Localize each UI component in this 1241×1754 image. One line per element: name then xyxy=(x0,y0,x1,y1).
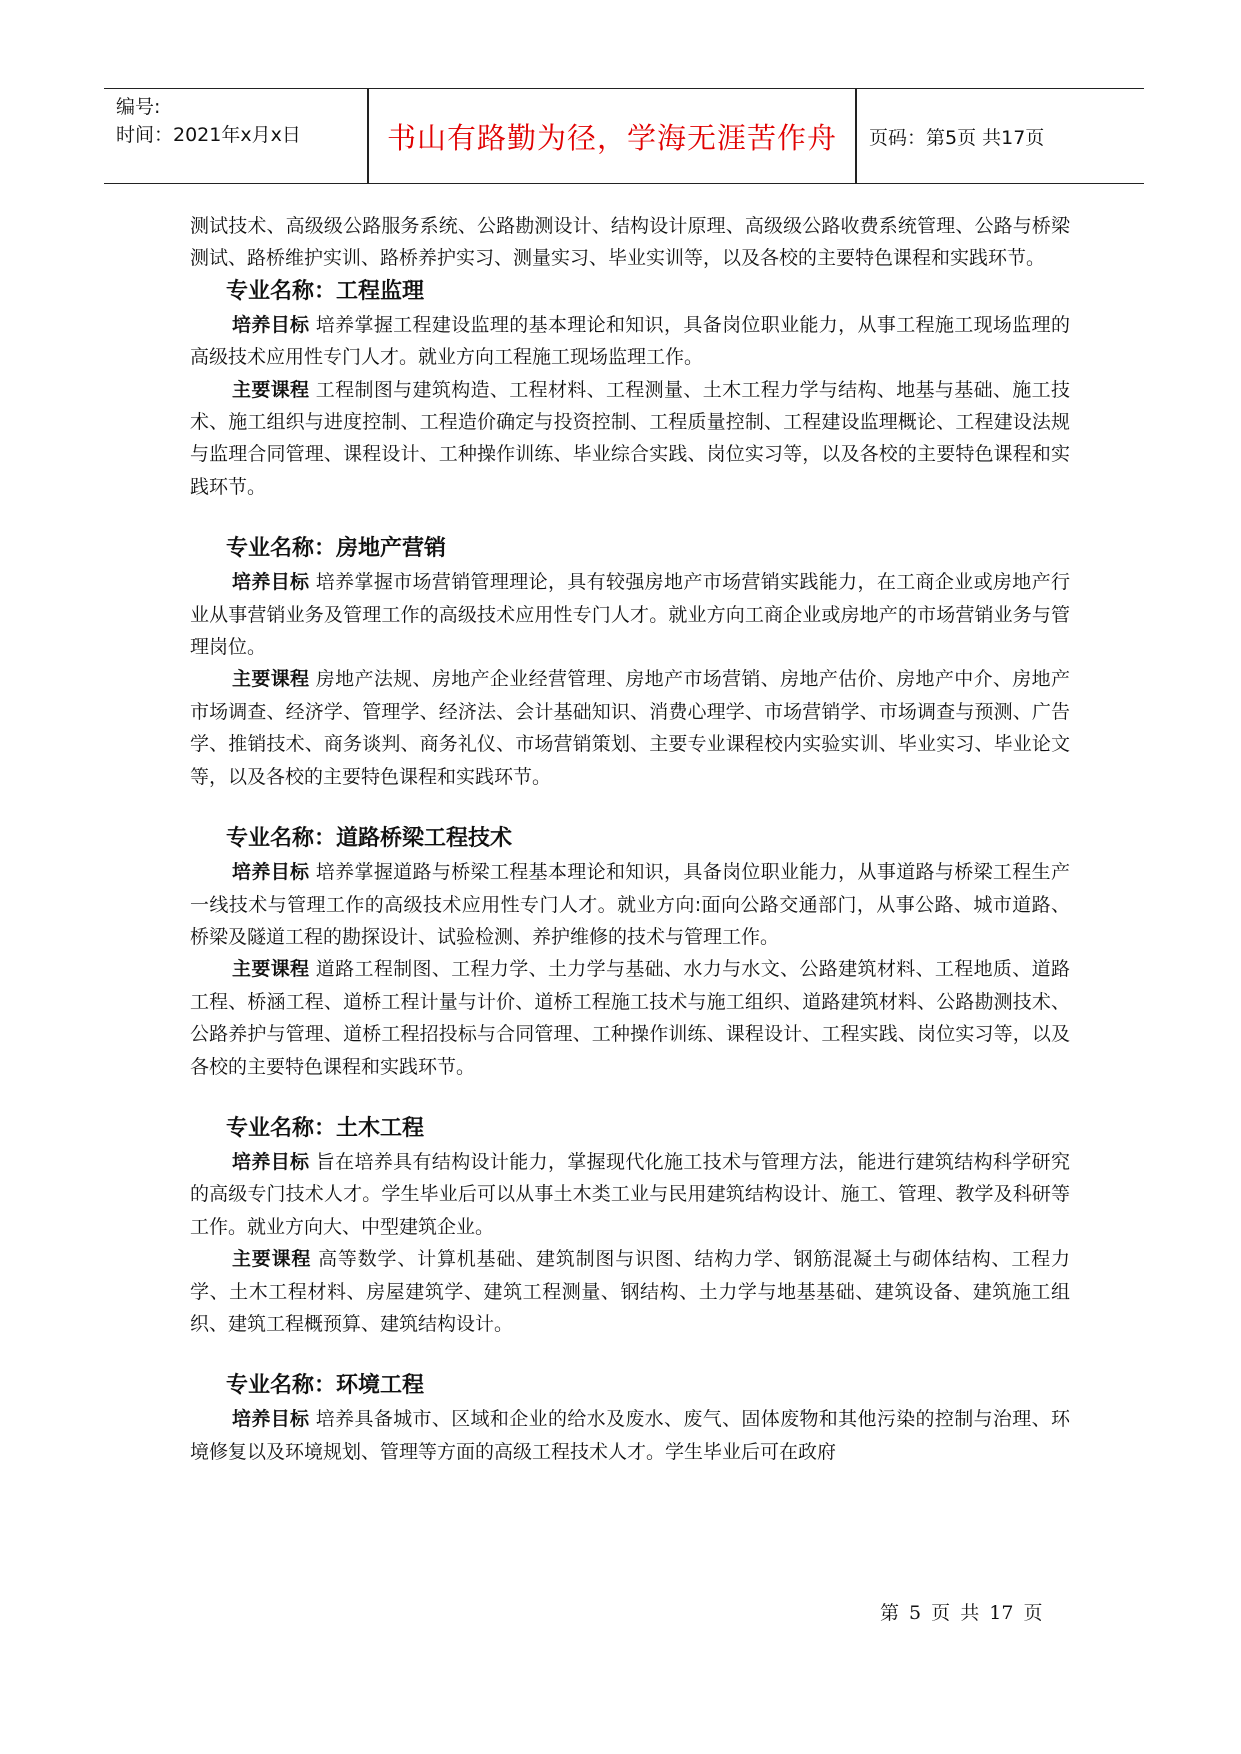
courses-paragraph xyxy=(190,1243,1070,1340)
major-name: 环境工程 xyxy=(336,1373,425,1399)
header-divider-right xyxy=(855,89,857,183)
goal-text: 旨在培养具有结构设计能力，掌握现代化施工技术与管理方法，能进行建筑结构科学研究的高级专门技术人才。学生毕业后可以从事土木类工业与民用建筑结构设计、施工、管理、教学及科研等工作。就业方向大、中型建筑企业。 xyxy=(190,1150,1070,1238)
major-title xyxy=(190,275,1070,309)
major-section xyxy=(190,822,1070,1083)
courses-text: 工程制图与建筑构造、工程材料、工程测量、土木工程力学与结构、地基与基础、施工技术、施工组织与进度控制、工程造价确定与投资控制、工程质量控制、工程建设监理概论、工程建设法规与监理合同管理、课程设计、工种操作训练、毕业综合实践、岗位实习等，以及各校的主要特色课程和实践环节。 xyxy=(190,378,1070,498)
courses-paragraph xyxy=(190,953,1070,1083)
time-label: 时间：2021年x月x日 xyxy=(116,124,301,146)
major-prefix: 专业名称： xyxy=(226,536,337,562)
intro-paragraph: 测试技术、高级级公路服务系统、公路勘测设计、结构设计原理、高级级公路收费系统管理、公路与桥梁测试、路桥维护实训、路桥养护实习、测量实习、毕业实训等，以及各校的主要特色课程和实践环节。 xyxy=(190,215,1070,270)
number-label: 编号: xyxy=(116,96,161,118)
goal-label: 培养目标 xyxy=(232,313,310,336)
major-prefix: 专业名称： xyxy=(226,1373,337,1399)
goal-paragraph xyxy=(190,1403,1070,1468)
courses-text: 道路工程制图、工程力学、土力学与基础、水力与水文、公路建筑材料、工程地质、道路工程、桥涵工程、道桥工程计量与计价、道桥工程施工技术与施工组织、道路建筑材料、公路勘测技术、公路养护与管理、道桥工程招投标与合同管理、工种操作训练、课程设计、工程实践、岗位实习等，以及各校的主要特色课程和实践环节。 xyxy=(190,958,1070,1078)
header-meta xyxy=(116,93,301,149)
courses-paragraph xyxy=(190,374,1070,504)
goal-label: 培养目标 xyxy=(232,1408,310,1431)
header-page-label: 页码：第5页 共17页 xyxy=(869,126,1045,149)
goal-paragraph xyxy=(190,856,1070,953)
major-prefix: 专业名称： xyxy=(226,1115,337,1141)
goal-text: 培养掌握工程建设监理的基本理论和知识，具备岗位职业能力，从事工程施工现场监理的高级技术应用性专门人才。就业方向工程施工现场监理工作。 xyxy=(190,313,1070,369)
major-title xyxy=(190,1369,1070,1403)
goal-label: 培养目标 xyxy=(232,861,310,884)
major-section xyxy=(190,275,1070,503)
courses-text: 房地产法规、房地产企业经营管理、房地产市场营销、房地产估价、房地产中介、房地产市场调查、经济学、管理学、经济法、会计基础知识、消费心理学、市场营销学、市场调查与预测、广告学、推销技术、商务谈判、商务礼仪、市场营销策划、主要专业课程校内实验实训、毕业实习、毕业论文等，以及各校的主要特色课程和实践环节。 xyxy=(190,668,1070,788)
major-section xyxy=(190,1369,1070,1468)
courses-label: 主要课程 xyxy=(232,958,310,981)
page-header xyxy=(104,88,1144,184)
courses-text: 高等数学、计算机基础、建筑制图与识图、结构力学、钢筋混凝土与砌体结构、工程力学、土木工程材料、房屋建筑学、建筑工程测量、钢结构、土力学与地基基础、建筑设备、建筑施工组织、建筑工程概预算、建筑结构设计。 xyxy=(190,1248,1070,1335)
goal-label: 培养目标 xyxy=(232,1150,310,1173)
major-name: 道路桥梁工程技术 xyxy=(336,826,513,852)
goal-text: 培养掌握市场营销管理理论，具有较强房地产市场营销实践能力，在工商企业或房地产行业从事营销业务及管理工作的高级技术应用性专门人才。就业方向工商企业或房地产的市场营销业务与管理岗位。 xyxy=(190,571,1070,659)
document-body xyxy=(190,210,1070,1497)
courses-label: 主要课程 xyxy=(232,378,310,401)
major-title xyxy=(190,822,1070,856)
goal-paragraph xyxy=(190,1146,1070,1243)
major-section xyxy=(190,532,1070,793)
major-name: 土木工程 xyxy=(336,1115,425,1141)
header-motto: 书山有路勤为径，学海无涯苦作舟 xyxy=(386,120,837,155)
page-footer: 第 5 页 共 17 页 xyxy=(880,1602,1043,1624)
major-prefix: 专业名称： xyxy=(226,278,337,304)
major-name: 工程监理 xyxy=(336,278,425,304)
goal-paragraph xyxy=(190,566,1070,663)
major-title xyxy=(190,1112,1070,1146)
major-name: 房地产营销 xyxy=(336,536,447,562)
goal-text: 培养具备城市、区域和企业的给水及废水、废气、固体废物和其他污染的控制与治理、环境修复以及环境规划、管理等方面的高级工程技术人才。学生毕业后可在政府 xyxy=(190,1408,1070,1463)
courses-label: 主要课程 xyxy=(232,1248,312,1271)
courses-label: 主要课程 xyxy=(232,668,310,691)
goal-text: 培养掌握道路与桥梁工程基本理论和知识，具备岗位职业能力，从事道路与桥梁工程生产一线技术与管理工作的高级技术应用性专门人才。就业方向:面向公路交通部门，从事公路、城市道路、桥梁及隧道工程的勘探设计、试验检测、养护维修的技术与管理工作。 xyxy=(190,861,1070,948)
courses-paragraph xyxy=(190,663,1070,793)
goal-paragraph xyxy=(190,309,1070,374)
major-section xyxy=(190,1112,1070,1340)
major-title xyxy=(190,532,1070,566)
goal-label: 培养目标 xyxy=(232,571,310,594)
major-prefix: 专业名称： xyxy=(226,826,337,852)
